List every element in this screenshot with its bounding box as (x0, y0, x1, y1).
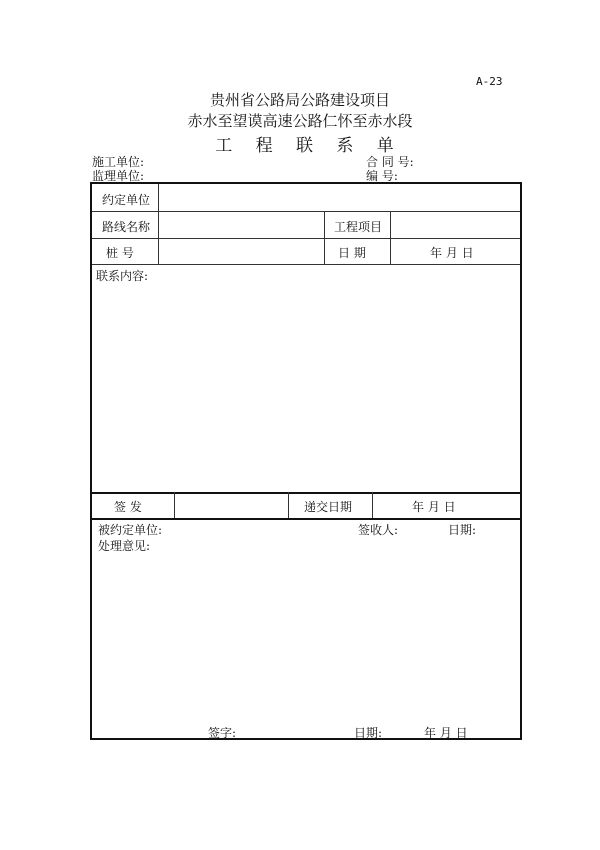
date-field[interactable]: 年 月 日 (430, 246, 474, 260)
row-divider (92, 211, 520, 212)
column-divider (390, 211, 391, 264)
column-divider (174, 492, 175, 518)
serial-no-label: 编 号: (366, 169, 398, 183)
agreed-unit-label: 约定单位 (102, 193, 151, 207)
sign-issue-label: 签 发 (114, 500, 142, 514)
issuing-authority-title: 贵州省公路局公路建设项目 (209, 91, 390, 109)
column-divider (158, 184, 159, 264)
construction-unit-label: 施工单位: (92, 155, 145, 169)
handling-opinion-label: 处理意见: (98, 539, 151, 553)
row-divider (92, 492, 520, 494)
contract-no-label: 合 同 号: (366, 155, 414, 169)
stake-no-label: 桩 号 (106, 246, 134, 260)
final-date-field[interactable]: 年 月 日 (424, 726, 468, 740)
supervision-unit-label: 监理单位: (92, 169, 145, 183)
submit-date-label: 递交日期 (304, 500, 353, 514)
contact-form-table (90, 182, 522, 740)
stake-no-field[interactable] (162, 240, 322, 262)
project-section-title: 赤水至望谟高速公路仁怀至赤水段 (187, 112, 413, 130)
route-name-field[interactable] (162, 213, 322, 236)
column-divider (324, 211, 325, 264)
signature-label: 签字: (208, 726, 237, 740)
agreed-unit-field[interactable] (162, 186, 518, 209)
contact-content-label: 联系内容: (96, 269, 149, 283)
sign-issue-field[interactable] (178, 494, 286, 516)
row-divider (92, 264, 520, 265)
row-divider (92, 238, 520, 239)
form-title: 工 程 联 系 单 (215, 136, 403, 156)
handling-opinion-area[interactable] (98, 554, 516, 714)
agreed-party-label: 被约定单位: (98, 523, 163, 537)
form-code: A-23 (476, 75, 503, 88)
receive-date-label: 日期: (448, 523, 477, 537)
receiver-label: 签收人: (358, 523, 399, 537)
contact-content-area[interactable] (96, 284, 516, 488)
route-name-label: 路线名称 (102, 220, 151, 234)
column-divider (372, 492, 373, 518)
column-divider (288, 492, 289, 518)
date-label: 日 期 (338, 246, 366, 260)
project-item-field[interactable] (394, 213, 518, 236)
final-date-label: 日期: (354, 726, 383, 740)
submit-date-field[interactable]: 年 月 日 (412, 500, 456, 514)
project-item-label: 工程项目 (334, 220, 383, 234)
row-divider (92, 518, 520, 520)
